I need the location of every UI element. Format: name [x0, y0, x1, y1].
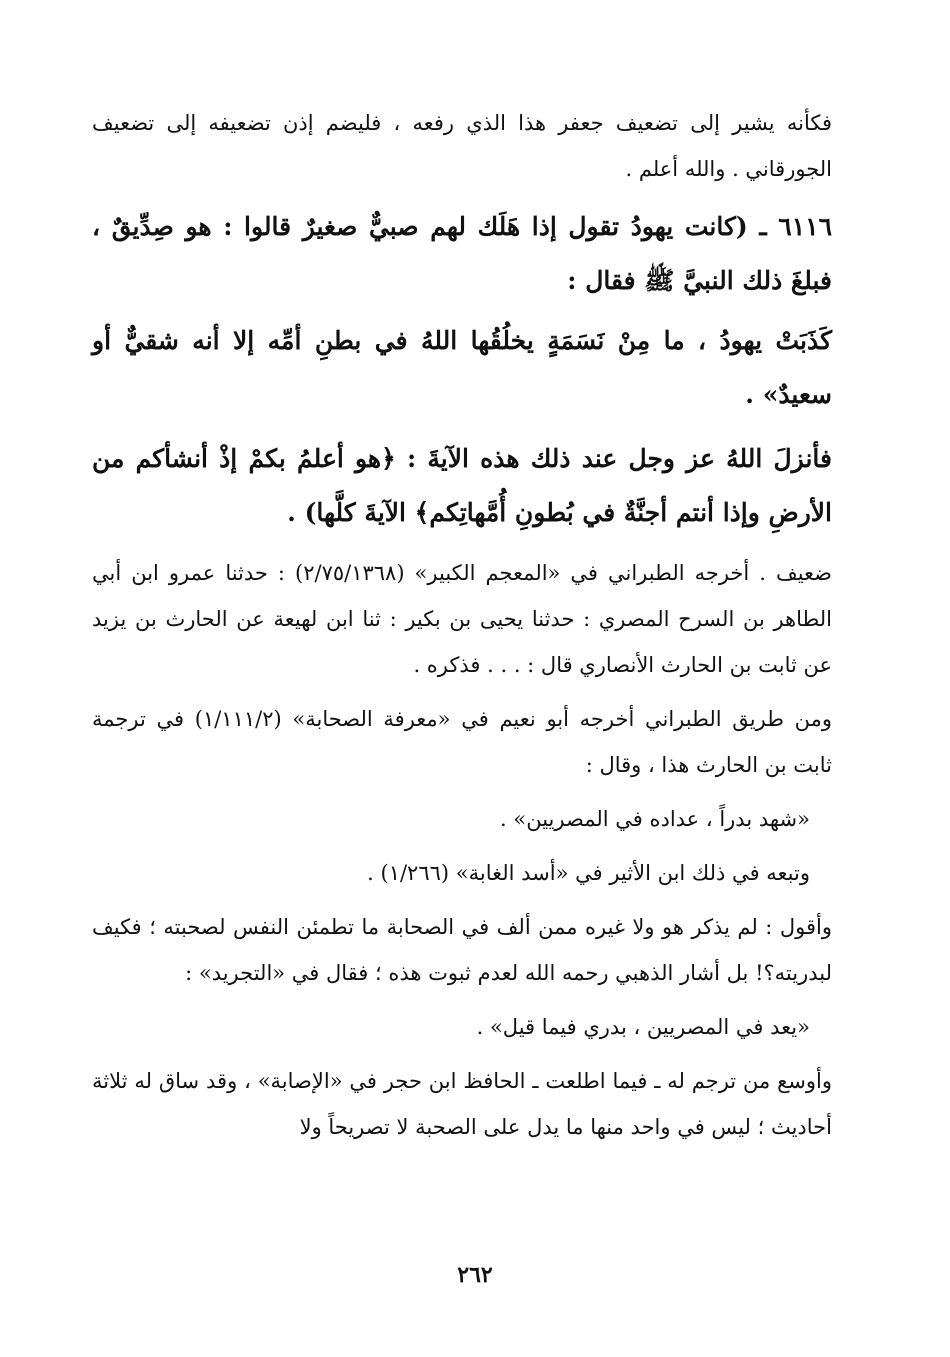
paragraph-intro: فكأنه يشير إلى تضعيف جعفر هذا الذي رفعه ، فليضم إذن تضعيفه إلى تضعيف الجورقاني . والله أعلم . — [92, 111, 832, 181]
quote-badr: «شهد بدراً ، عداده في المصريين» . — [500, 807, 810, 831]
quote-tajrid: «يعد في المصريين ، بدري فيما قيل» . — [476, 1015, 810, 1039]
comment-paragraph: وأقول : لم يذكر هو ولا غيره ممن ألف في الصحابة ما تطمئن النفس لصحبته ؛ فكيف لبدريته؟! بل أشار الذهبي رحمه الله لعدم ثبوت هذه ؛ فقال في «التجريد» : — [92, 915, 832, 985]
hadith-text: كَذَبَتْ يهودُ ، ما مِنْ نَسَمَةٍ يخلُقُها اللهُ في بطنِ أمِّه إلا أنه شقيٌّ أو سعيدٌ» . — [92, 326, 832, 409]
page-number: ٢٦٢ — [457, 1262, 493, 1288]
page-body — [92, 100, 832, 1158]
hadith-heading: ٦١١٦ ـ (كانت يهودُ تقول إذا هَلَك لهم صبيٌّ صغيرٌ قالوا : هو صِدِّيقٌ ، فبلغَ ذلك النبيَّ ﷺ فقال : — [92, 212, 832, 295]
ibn-athir-paragraph: وتبعه في ذلك ابن الأثير في «أسد الغابة» (١/٢٦٦) . — [367, 861, 810, 885]
ibn-hajar-paragraph: وأوسع من ترجم له ـ فيما اطلعت ـ الحافظ ابن حجر في «الإصابة» ، وقد ساق له ثلاثة أحاديث ؛ ليس في واحد منها ما يدل على الصحبة لا تصريحاً ولا — [92, 1069, 832, 1139]
quran-verse-paragraph: فأنزلَ اللهُ عز وجل عند ذلك هذه الآيةَ : ﴿هو أعلمُ بكمْ إذْ أنشأكم من الأرضِ وإذا أنتم أجنَّةٌ في بُطونِ أُمَّهاتِكم﴾ الآيةَ كلَّها) . — [92, 444, 832, 527]
abu-nuaim-paragraph: ومن طريق الطبراني أخرجه أبو نعيم في «معرفة الصحابة» (١/١١١/٢) في ترجمة ثابت بن الحارث هذا ، وقال : — [92, 707, 832, 777]
grading-paragraph: ضعيف . أخرجه الطبراني في «المعجم الكبير» (٢/٧٥/١٣٦٨) : حدثنا عمرو ابن أبي الطاهر بن السرح المصري : حدثنا يحيى بن بكير : ثنا ابن لهيعة عن الحارث بن يزيد عن ثابت بن الحارث الأنصاري قال : . . . فذكره . — [92, 561, 832, 677]
